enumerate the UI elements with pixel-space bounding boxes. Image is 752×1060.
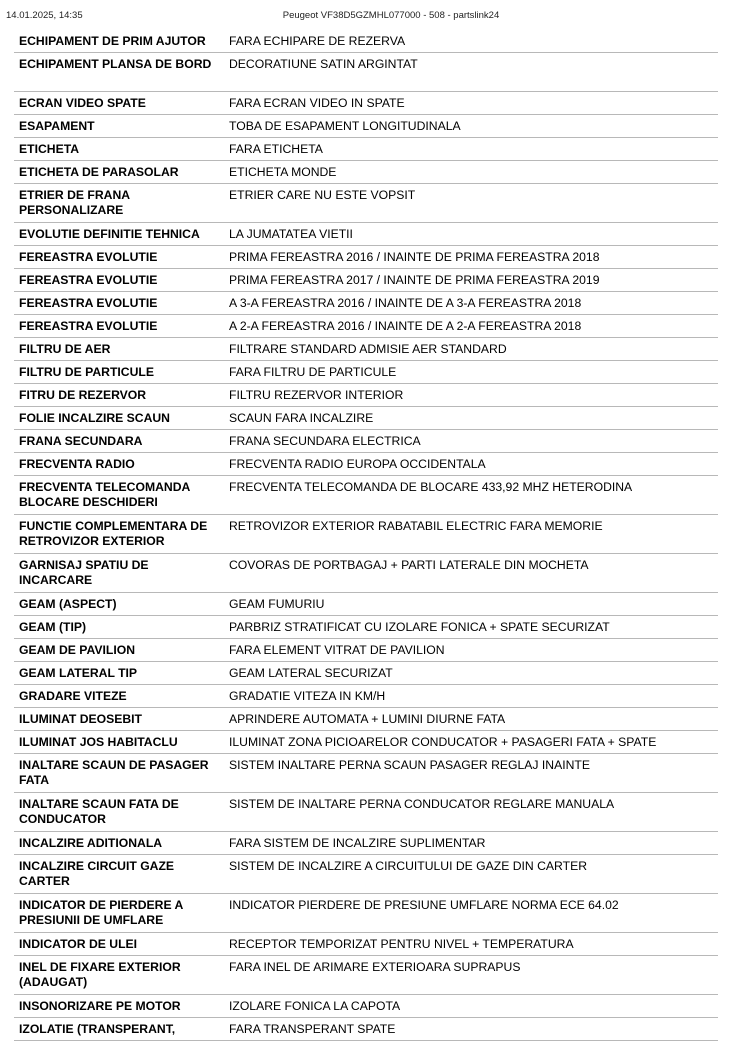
table-row	[14, 338, 718, 361]
table-row	[14, 731, 718, 754]
table-row	[14, 315, 718, 338]
spec-value: PARBRIZ STRATIFICAT CU IZOLARE FONICA + SPATE SECURIZAT	[229, 620, 610, 634]
table-row	[14, 246, 718, 269]
spec-label: GEAM LATERAL TIP	[19, 666, 138, 680]
spec-label: FEREASTRA EVOLUTIE	[19, 273, 158, 287]
spec-value: FILTRU REZERVOR INTERIOR	[229, 388, 404, 402]
spec-label: FRECVENTA TELECOMANDA BLOCARE DESCHIDERI	[19, 480, 190, 509]
spec-label: GEAM (ASPECT)	[19, 597, 117, 611]
spec-value: FARA INEL DE ARIMARE EXTERIOARA SUPRAPUS	[229, 960, 521, 974]
table-row	[14, 92, 718, 115]
spec-label: ILUMINAT DEOSEBIT	[19, 712, 142, 726]
spec-value: PRIMA FEREASTRA 2016 / INAINTE DE PRIMA FEREASTRA 2018	[229, 250, 600, 264]
table-row	[14, 754, 718, 793]
spec-label: ECHIPAMENT PLANSA DE BORD	[19, 57, 212, 71]
spec-value: GRADATIE VITEZA IN KM/H	[229, 689, 386, 703]
spec-value: ETICHETA MONDE	[229, 165, 337, 179]
spec-label: INCALZIRE ADITIONALA	[19, 836, 163, 850]
spec-label: FITRU DE REZERVOR	[19, 388, 147, 402]
spec-value: FARA TRANSPERANT SPATE	[229, 1022, 396, 1036]
spec-label: INCALZIRE CIRCUIT GAZE CARTER	[19, 859, 175, 888]
table-row	[14, 269, 718, 292]
spec-label: INDICATOR DE PIERDERE A PRESIUNII DE UMFLARE	[19, 898, 183, 927]
spec-value: FARA FILTRU DE PARTICULE	[229, 365, 397, 379]
table-row	[14, 223, 718, 246]
table-row	[14, 933, 718, 956]
table-row	[14, 384, 718, 407]
table-row	[14, 793, 718, 832]
table-row	[14, 161, 718, 184]
table-row	[14, 894, 718, 933]
spec-label: FEREASTRA EVOLUTIE	[19, 319, 158, 333]
spec-label: FILTRU DE AER	[19, 342, 111, 356]
table-row	[14, 832, 718, 855]
table-row	[14, 639, 718, 662]
spec-value: RETROVIZOR EXTERIOR RABATABIL ELECTRIC FARA MEMORIE	[229, 519, 603, 533]
spec-label: INALTARE SCAUN DE PASAGER FATA	[19, 758, 209, 787]
spec-value: SISTEM INALTARE PERNA SCAUN PASAGER REGLAJ INAINTE	[229, 758, 590, 772]
spec-label: FRECVENTA RADIO	[19, 457, 135, 471]
table-row	[14, 430, 718, 453]
spec-value: DECORATIUNE SATIN ARGINTAT	[229, 57, 418, 71]
spec-value: A 2-A FEREASTRA 2016 / INAINTE DE A 2-A FEREASTRA 2018	[229, 319, 582, 333]
spec-label: GRADARE VITEZE	[19, 689, 127, 703]
spec-value: SISTEM DE INCALZIRE A CIRCUITULUI DE GAZE DIN CARTER	[229, 859, 588, 873]
spec-value: COVORAS DE PORTBAGAJ + PARTI LATERALE DIN MOCHETA	[229, 558, 589, 572]
spec-label: ILUMINAT JOS HABITACLU	[19, 735, 178, 749]
spec-label: ETICHETA	[19, 142, 80, 156]
spec-label: GEAM DE PAVILION	[19, 643, 136, 657]
spec-label: INSONORIZARE PE MOTOR	[19, 999, 181, 1013]
spec-value: FARA ECRAN VIDEO IN SPATE	[229, 96, 405, 110]
spec-value: FRANA SECUNDARA ELECTRICA	[229, 434, 421, 448]
spec-value: FARA ELEMENT VITRAT DE PAVILION	[229, 643, 445, 657]
table-row	[14, 292, 718, 315]
table-row	[14, 956, 718, 995]
spec-label: FEREASTRA EVOLUTIE	[19, 250, 158, 264]
spec-label: ECHIPAMENT DE PRIM AJUTOR	[19, 34, 206, 48]
table-row	[14, 115, 718, 138]
spec-value: SCAUN FARA INCALZIRE	[229, 411, 374, 425]
spec-value: FRECVENTA TELECOMANDA DE BLOCARE 433,92 MHZ HETERODINA	[229, 480, 633, 494]
table-row	[14, 515, 718, 554]
spec-value: FRECVENTA RADIO EUROPA OCCIDENTALA	[229, 457, 486, 471]
table-row	[14, 1018, 718, 1041]
table-row	[14, 453, 718, 476]
table-row	[14, 855, 718, 894]
page-header	[6, 10, 746, 24]
spec-label: FILTRU DE PARTICULE	[19, 365, 154, 379]
spec-label: GARNISAJ SPATIU DE INCARCARE	[19, 558, 149, 587]
spec-value: SISTEM DE INALTARE PERNA CONDUCATOR REGLARE MANUALA	[229, 797, 615, 811]
spec-label: ETRIER DE FRANA PERSONALIZARE	[19, 188, 130, 217]
table-row	[14, 708, 718, 731]
spec-label: EVOLUTIE DEFINITIE TEHNICA	[19, 227, 200, 241]
spec-value: FARA ECHIPARE DE REZERVA	[229, 34, 406, 48]
spec-value: FARA SISTEM DE INCALZIRE SUPLIMENTAR	[229, 836, 486, 850]
spec-value: APRINDERE AUTOMATA + LUMINI DIURNE FATA	[229, 712, 506, 726]
spec-value: GEAM FUMURIU	[229, 597, 325, 611]
table-row	[14, 407, 718, 430]
table-row	[14, 685, 718, 708]
spec-value: ETRIER CARE NU ESTE VOPSIT	[229, 188, 416, 202]
spec-label: ECRAN VIDEO SPATE	[19, 96, 146, 110]
table-row	[14, 616, 718, 639]
table-row	[14, 476, 718, 515]
table-row	[14, 361, 718, 384]
spec-label: ESAPAMENT	[19, 119, 95, 133]
table-row	[14, 554, 718, 593]
spec-value: ILUMINAT ZONA PICIOARELOR CONDUCATOR + PASAGERI FATA + SPATE	[229, 735, 657, 749]
spec-label: GEAM (TIP)	[19, 620, 87, 634]
table-row	[14, 662, 718, 685]
spec-label: INEL DE FIXARE EXTERIOR (ADAUGAT)	[19, 960, 181, 989]
spec-value: FILTRARE STANDARD ADMISIE AER STANDARD	[229, 342, 507, 356]
page-title: Peugeot VF38D5GZMHL077000 - 508 - partslink24	[282, 10, 500, 21]
spec-value: A 3-A FEREASTRA 2016 / INAINTE DE A 3-A FEREASTRA 2018	[229, 296, 582, 310]
spec-value: GEAM LATERAL SECURIZAT	[229, 666, 393, 680]
spec-value: IZOLARE FONICA LA CAPOTA	[229, 999, 401, 1013]
table-row	[14, 184, 718, 223]
spec-label: INDICATOR DE ULEI	[19, 937, 138, 951]
spec-label: FOLIE INCALZIRE SCAUN	[19, 411, 170, 425]
table-row	[14, 138, 718, 161]
spec-label: INALTARE SCAUN FATA DE CONDUCATOR	[19, 797, 179, 826]
table-row	[14, 30, 718, 53]
spec-label: FEREASTRA EVOLUTIE	[19, 296, 158, 310]
table-row	[14, 995, 718, 1018]
spec-label: FRANA SECUNDARA	[19, 434, 143, 448]
table-row	[14, 53, 718, 92]
spec-label: ETICHETA DE PARASOLAR	[19, 165, 179, 179]
spec-label: IZOLATIE (TRANSPERANT,	[19, 1022, 176, 1036]
spec-value: FARA ETICHETA	[229, 142, 323, 156]
print-date: 14.01.2025, 14:35	[6, 10, 83, 21]
spec-table	[14, 30, 718, 1041]
spec-value: RECEPTOR TEMPORIZAT PENTRU NIVEL + TEMPERATURA	[229, 937, 574, 951]
spec-value: INDICATOR PIERDERE DE PRESIUNE UMFLARE NORMA ECE 64.02	[229, 898, 619, 912]
spec-value: LA JUMATATEA VIETII	[229, 227, 353, 241]
spec-label: FUNCTIE COMPLEMENTARA DE RETROVIZOR EXTERIOR	[19, 519, 208, 548]
spec-value: TOBA DE ESAPAMENT LONGITUDINALA	[229, 119, 461, 133]
table-row	[14, 593, 718, 616]
spec-value: PRIMA FEREASTRA 2017 / INAINTE DE PRIMA FEREASTRA 2019	[229, 273, 600, 287]
